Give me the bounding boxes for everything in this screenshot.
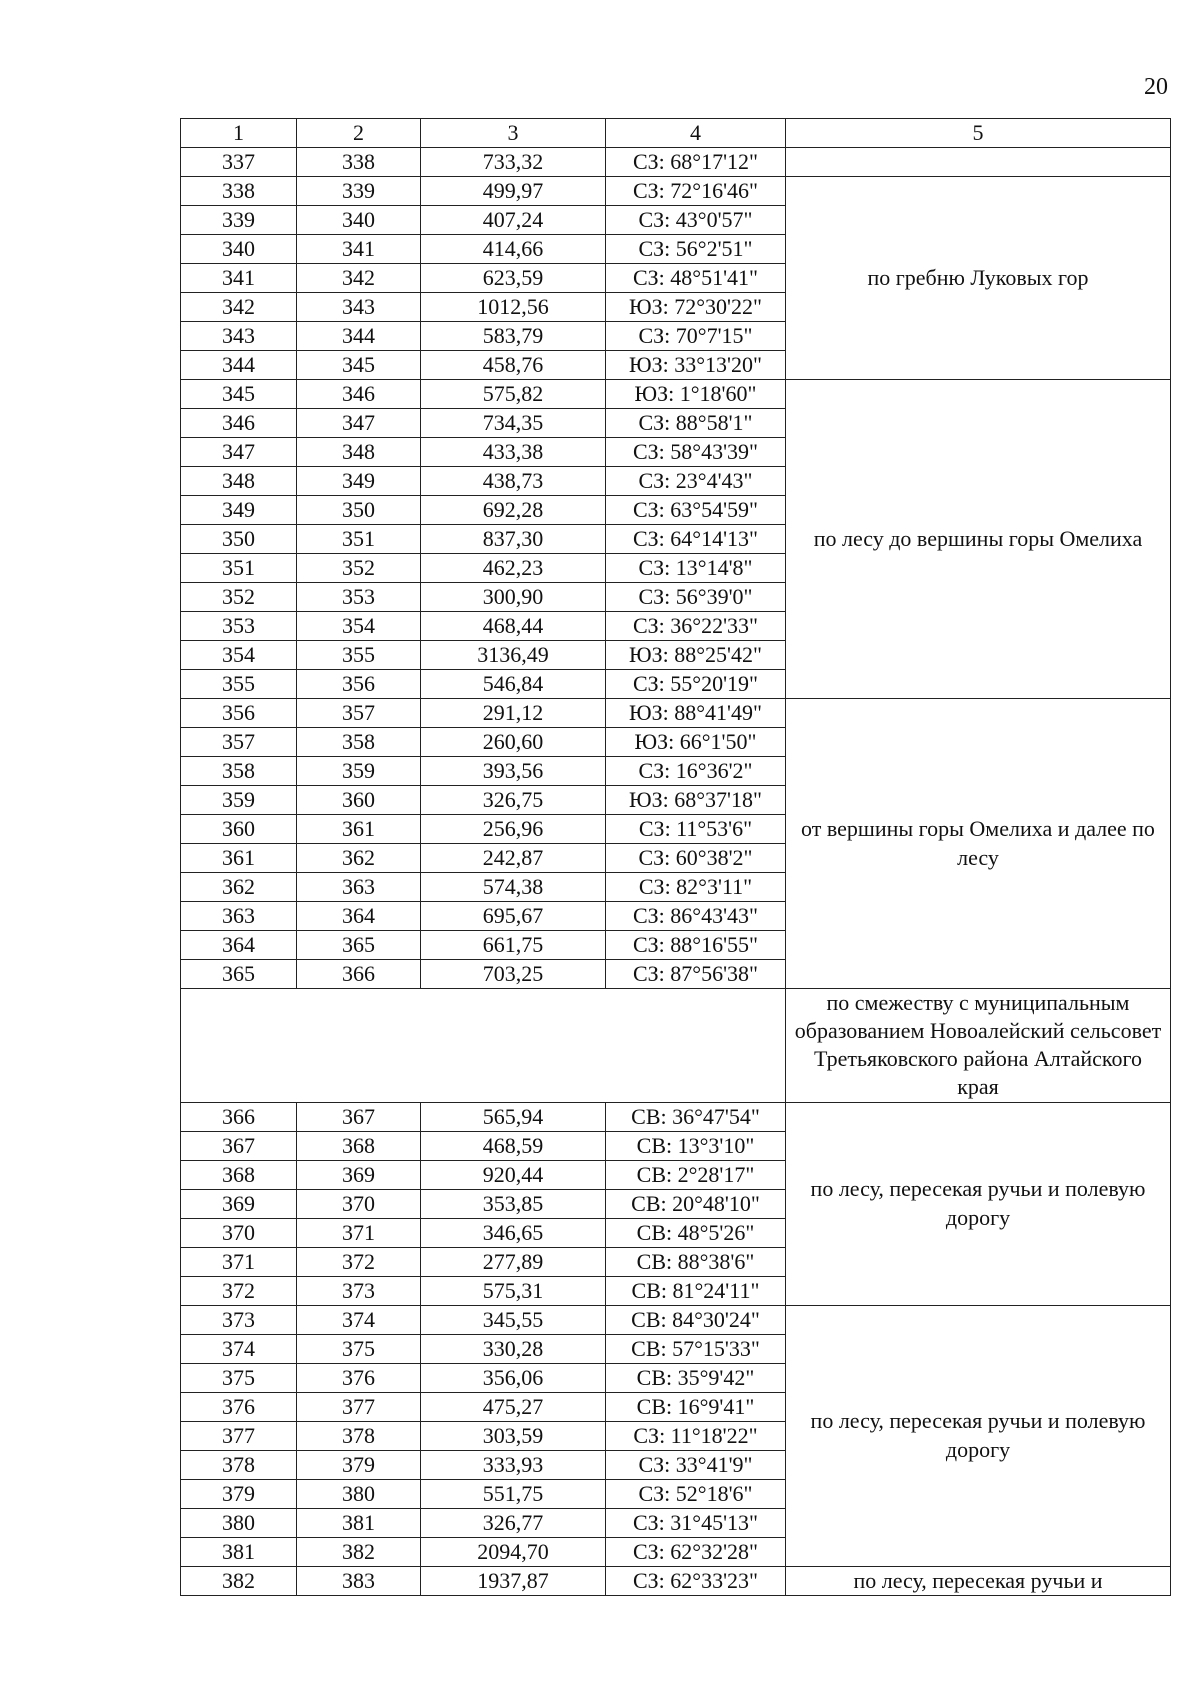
segment-description <box>786 148 1171 177</box>
point-to-cell: 356 <box>297 670 421 699</box>
point-from-cell: 359 <box>181 786 297 815</box>
point-from-cell: 342 <box>181 293 297 322</box>
point-from-cell: 373 <box>181 1305 297 1334</box>
column-header-2: 2 <box>297 119 421 148</box>
distance-cell: 458,76 <box>421 351 606 380</box>
table-row <box>181 1566 1171 1595</box>
table-row <box>181 1305 1171 1334</box>
column-header-4: 4 <box>606 119 786 148</box>
bearing-cell: СЗ: 36°22'33" <box>606 612 786 641</box>
distance-cell: 2094,70 <box>421 1537 606 1566</box>
point-from-cell: 367 <box>181 1131 297 1160</box>
bearing-cell: СВ: 13°3'10" <box>606 1131 786 1160</box>
point-from-cell: 339 <box>181 206 297 235</box>
point-from-cell: 366 <box>181 1102 297 1131</box>
point-from-cell: 371 <box>181 1247 297 1276</box>
bearing-cell: ЮЗ: 72°30'22" <box>606 293 786 322</box>
point-to-cell: 354 <box>297 612 421 641</box>
point-to-cell: 355 <box>297 641 421 670</box>
point-to-cell: 357 <box>297 699 421 728</box>
point-to-cell: 339 <box>297 177 421 206</box>
bearing-cell: СЗ: 60°38'2" <box>606 844 786 873</box>
point-from-cell: 364 <box>181 931 297 960</box>
bearing-cell: СЗ: 63°54'59" <box>606 496 786 525</box>
bearing-cell: СЗ: 11°18'22" <box>606 1421 786 1450</box>
bearing-cell: ЮЗ: 68°37'18" <box>606 786 786 815</box>
bearing-cell: СЗ: 16°36'2" <box>606 757 786 786</box>
point-from-cell: 338 <box>181 177 297 206</box>
distance-cell: 256,96 <box>421 815 606 844</box>
point-to-cell: 372 <box>297 1247 421 1276</box>
bearing-cell: ЮЗ: 33°13'20" <box>606 351 786 380</box>
point-to-cell: 377 <box>297 1392 421 1421</box>
distance-cell: 574,38 <box>421 873 606 902</box>
point-from-cell: 361 <box>181 844 297 873</box>
bearing-cell: СЗ: 70°7'15" <box>606 322 786 351</box>
distance-cell: 433,38 <box>421 438 606 467</box>
distance-cell: 414,66 <box>421 235 606 264</box>
bearing-cell: СЗ: 72°16'46" <box>606 177 786 206</box>
bearing-cell: СЗ: 23°4'43" <box>606 467 786 496</box>
point-to-cell: 369 <box>297 1160 421 1189</box>
bearing-cell: СВ: 88°38'6" <box>606 1247 786 1276</box>
point-to-cell: 374 <box>297 1305 421 1334</box>
bearing-cell: СЗ: 11°53'6" <box>606 815 786 844</box>
bearing-cell: СВ: 36°47'54" <box>606 1102 786 1131</box>
bearing-cell: СЗ: 62°32'28" <box>606 1537 786 1566</box>
point-from-cell: 375 <box>181 1363 297 1392</box>
distance-cell: 326,77 <box>421 1508 606 1537</box>
point-from-cell: 360 <box>181 815 297 844</box>
distance-cell: 551,75 <box>421 1479 606 1508</box>
distance-cell: 661,75 <box>421 931 606 960</box>
point-from-cell: 341 <box>181 264 297 293</box>
point-to-cell: 351 <box>297 525 421 554</box>
point-from-cell: 346 <box>181 409 297 438</box>
point-to-cell: 363 <box>297 873 421 902</box>
distance-cell: 499,97 <box>421 177 606 206</box>
distance-cell: 565,94 <box>421 1102 606 1131</box>
point-from-cell: 348 <box>181 467 297 496</box>
bearing-cell: СВ: 35°9'42" <box>606 1363 786 1392</box>
bearing-cell: СЗ: 88°16'55" <box>606 931 786 960</box>
table-row <box>181 177 1171 206</box>
adjacency-note-row <box>181 989 1171 1103</box>
bearing-cell: СЗ: 86°43'43" <box>606 902 786 931</box>
point-from-cell: 374 <box>181 1334 297 1363</box>
distance-cell: 468,44 <box>421 612 606 641</box>
bearing-cell: ЮЗ: 1°18'60" <box>606 380 786 409</box>
point-from-cell: 356 <box>181 699 297 728</box>
point-to-cell: 340 <box>297 206 421 235</box>
bearing-cell: СЗ: 64°14'13" <box>606 525 786 554</box>
bearing-cell: СЗ: 43°0'57" <box>606 206 786 235</box>
point-from-cell: 351 <box>181 554 297 583</box>
distance-cell: 703,25 <box>421 960 606 989</box>
point-from-cell: 380 <box>181 1508 297 1537</box>
point-to-cell: 341 <box>297 235 421 264</box>
distance-cell: 468,59 <box>421 1131 606 1160</box>
point-from-cell: 368 <box>181 1160 297 1189</box>
point-to-cell: 380 <box>297 1479 421 1508</box>
distance-cell: 1937,87 <box>421 1566 606 1595</box>
distance-cell: 475,27 <box>421 1392 606 1421</box>
distance-cell: 393,56 <box>421 757 606 786</box>
table-row <box>181 1102 1171 1131</box>
point-from-cell: 376 <box>181 1392 297 1421</box>
point-from-cell: 337 <box>181 148 297 177</box>
point-from-cell: 349 <box>181 496 297 525</box>
distance-cell: 333,93 <box>421 1450 606 1479</box>
bearing-cell: СЗ: 68°17'12" <box>606 148 786 177</box>
header-row <box>181 119 1171 148</box>
point-to-cell: 346 <box>297 380 421 409</box>
point-from-cell: 345 <box>181 380 297 409</box>
point-from-cell: 362 <box>181 873 297 902</box>
bearing-cell: СЗ: 82°3'11" <box>606 873 786 902</box>
bearing-cell: СВ: 16°9'41" <box>606 1392 786 1421</box>
point-to-cell: 352 <box>297 554 421 583</box>
point-to-cell: 376 <box>297 1363 421 1392</box>
point-to-cell: 347 <box>297 409 421 438</box>
bearing-cell: СЗ: 33°41'9" <box>606 1450 786 1479</box>
distance-cell: 837,30 <box>421 525 606 554</box>
bearing-cell: СЗ: 31°45'13" <box>606 1508 786 1537</box>
distance-cell: 583,79 <box>421 322 606 351</box>
point-to-cell: 345 <box>297 351 421 380</box>
bearing-cell: СЗ: 55°20'19" <box>606 670 786 699</box>
distance-cell: 733,32 <box>421 148 606 177</box>
segment-description: от вершины горы Омелиха и далее по лесу <box>786 699 1171 989</box>
bearing-cell: СЗ: 87°56'38" <box>606 960 786 989</box>
point-from-cell: 350 <box>181 525 297 554</box>
distance-cell: 623,59 <box>421 264 606 293</box>
bearing-cell: СЗ: 56°39'0" <box>606 583 786 612</box>
distance-cell: 695,67 <box>421 902 606 931</box>
point-to-cell: 362 <box>297 844 421 873</box>
point-to-cell: 379 <box>297 1450 421 1479</box>
distance-cell: 242,87 <box>421 844 606 873</box>
distance-cell: 575,82 <box>421 380 606 409</box>
distance-cell: 291,12 <box>421 699 606 728</box>
point-from-cell: 344 <box>181 351 297 380</box>
point-from-cell: 347 <box>181 438 297 467</box>
point-from-cell: 369 <box>181 1189 297 1218</box>
point-to-cell: 381 <box>297 1508 421 1537</box>
bearing-cell: СВ: 20°48'10" <box>606 1189 786 1218</box>
distance-cell: 1012,56 <box>421 293 606 322</box>
point-to-cell: 378 <box>297 1421 421 1450</box>
column-header-1: 1 <box>181 119 297 148</box>
boundary-table <box>180 118 1171 1596</box>
point-from-cell: 354 <box>181 641 297 670</box>
distance-cell: 575,31 <box>421 1276 606 1305</box>
bearing-cell: СВ: 57°15'33" <box>606 1334 786 1363</box>
distance-cell: 920,44 <box>421 1160 606 1189</box>
table-row <box>181 148 1171 177</box>
point-from-cell: 357 <box>181 728 297 757</box>
point-from-cell: 340 <box>181 235 297 264</box>
point-to-cell: 350 <box>297 496 421 525</box>
distance-cell: 277,89 <box>421 1247 606 1276</box>
bearing-cell: СЗ: 58°43'39" <box>606 438 786 467</box>
bearing-cell: СВ: 2°28'17" <box>606 1160 786 1189</box>
distance-cell: 692,28 <box>421 496 606 525</box>
column-header-5: 5 <box>786 119 1171 148</box>
column-header-3: 3 <box>421 119 606 148</box>
distance-cell: 3136,49 <box>421 641 606 670</box>
distance-cell: 356,06 <box>421 1363 606 1392</box>
distance-cell: 734,35 <box>421 409 606 438</box>
point-to-cell: 358 <box>297 728 421 757</box>
point-to-cell: 343 <box>297 293 421 322</box>
segment-description: по лесу до вершины горы Омелиха <box>786 380 1171 699</box>
distance-cell: 438,73 <box>421 467 606 496</box>
point-to-cell: 365 <box>297 931 421 960</box>
distance-cell: 260,60 <box>421 728 606 757</box>
point-to-cell: 348 <box>297 438 421 467</box>
point-to-cell: 373 <box>297 1276 421 1305</box>
point-to-cell: 366 <box>297 960 421 989</box>
bearing-cell: СЗ: 13°14'8" <box>606 554 786 583</box>
segment-description: по лесу, пересекая ручьи и <box>786 1566 1171 1595</box>
bearing-cell: ЮЗ: 88°41'49" <box>606 699 786 728</box>
point-to-cell: 375 <box>297 1334 421 1363</box>
bearing-cell: СВ: 81°24'11" <box>606 1276 786 1305</box>
distance-cell: 300,90 <box>421 583 606 612</box>
point-from-cell: 370 <box>181 1218 297 1247</box>
bearing-cell: СВ: 84°30'24" <box>606 1305 786 1334</box>
segment-description: по лесу, пересекая ручьи и полевую дорогу <box>786 1305 1171 1566</box>
bearing-cell: СЗ: 88°58'1" <box>606 409 786 438</box>
bearing-cell: ЮЗ: 88°25'42" <box>606 641 786 670</box>
point-to-cell: 361 <box>297 815 421 844</box>
bearing-cell: СЗ: 56°2'51" <box>606 235 786 264</box>
point-from-cell: 365 <box>181 960 297 989</box>
empty-merged-cell <box>181 989 786 1103</box>
distance-cell: 462,23 <box>421 554 606 583</box>
bearing-cell: ЮЗ: 66°1'50" <box>606 728 786 757</box>
point-from-cell: 377 <box>181 1421 297 1450</box>
point-from-cell: 352 <box>181 583 297 612</box>
point-from-cell: 381 <box>181 1537 297 1566</box>
point-to-cell: 383 <box>297 1566 421 1595</box>
distance-cell: 407,24 <box>421 206 606 235</box>
distance-cell: 353,85 <box>421 1189 606 1218</box>
page-number: 20 <box>1144 74 1168 100</box>
bearing-cell: СВ: 48°5'26" <box>606 1218 786 1247</box>
point-from-cell: 353 <box>181 612 297 641</box>
adjacency-note: по смежеству с муниципальным образованием Новоалейский сельсовет Третьяковского района Алтайского края <box>786 989 1171 1103</box>
point-to-cell: 344 <box>297 322 421 351</box>
table-row <box>181 699 1171 728</box>
point-to-cell: 359 <box>297 757 421 786</box>
point-to-cell: 360 <box>297 786 421 815</box>
distance-cell: 546,84 <box>421 670 606 699</box>
distance-cell: 330,28 <box>421 1334 606 1363</box>
point-to-cell: 368 <box>297 1131 421 1160</box>
point-from-cell: 378 <box>181 1450 297 1479</box>
point-to-cell: 342 <box>297 264 421 293</box>
point-to-cell: 367 <box>297 1102 421 1131</box>
distance-cell: 346,65 <box>421 1218 606 1247</box>
bearing-cell: СЗ: 62°33'23" <box>606 1566 786 1595</box>
point-to-cell: 364 <box>297 902 421 931</box>
point-to-cell: 371 <box>297 1218 421 1247</box>
point-from-cell: 363 <box>181 902 297 931</box>
bearing-cell: СЗ: 48°51'41" <box>606 264 786 293</box>
distance-cell: 345,55 <box>421 1305 606 1334</box>
point-to-cell: 349 <box>297 467 421 496</box>
point-to-cell: 353 <box>297 583 421 612</box>
point-from-cell: 372 <box>181 1276 297 1305</box>
point-from-cell: 382 <box>181 1566 297 1595</box>
bearing-cell: СЗ: 52°18'6" <box>606 1479 786 1508</box>
point-from-cell: 343 <box>181 322 297 351</box>
point-from-cell: 358 <box>181 757 297 786</box>
point-to-cell: 382 <box>297 1537 421 1566</box>
segment-description: по гребню Луковых гор <box>786 177 1171 380</box>
point-to-cell: 370 <box>297 1189 421 1218</box>
point-from-cell: 355 <box>181 670 297 699</box>
table-row <box>181 380 1171 409</box>
point-to-cell: 338 <box>297 148 421 177</box>
distance-cell: 326,75 <box>421 786 606 815</box>
point-from-cell: 379 <box>181 1479 297 1508</box>
segment-description: по лесу, пересекая ручьи и полевую дорогу <box>786 1102 1171 1305</box>
distance-cell: 303,59 <box>421 1421 606 1450</box>
